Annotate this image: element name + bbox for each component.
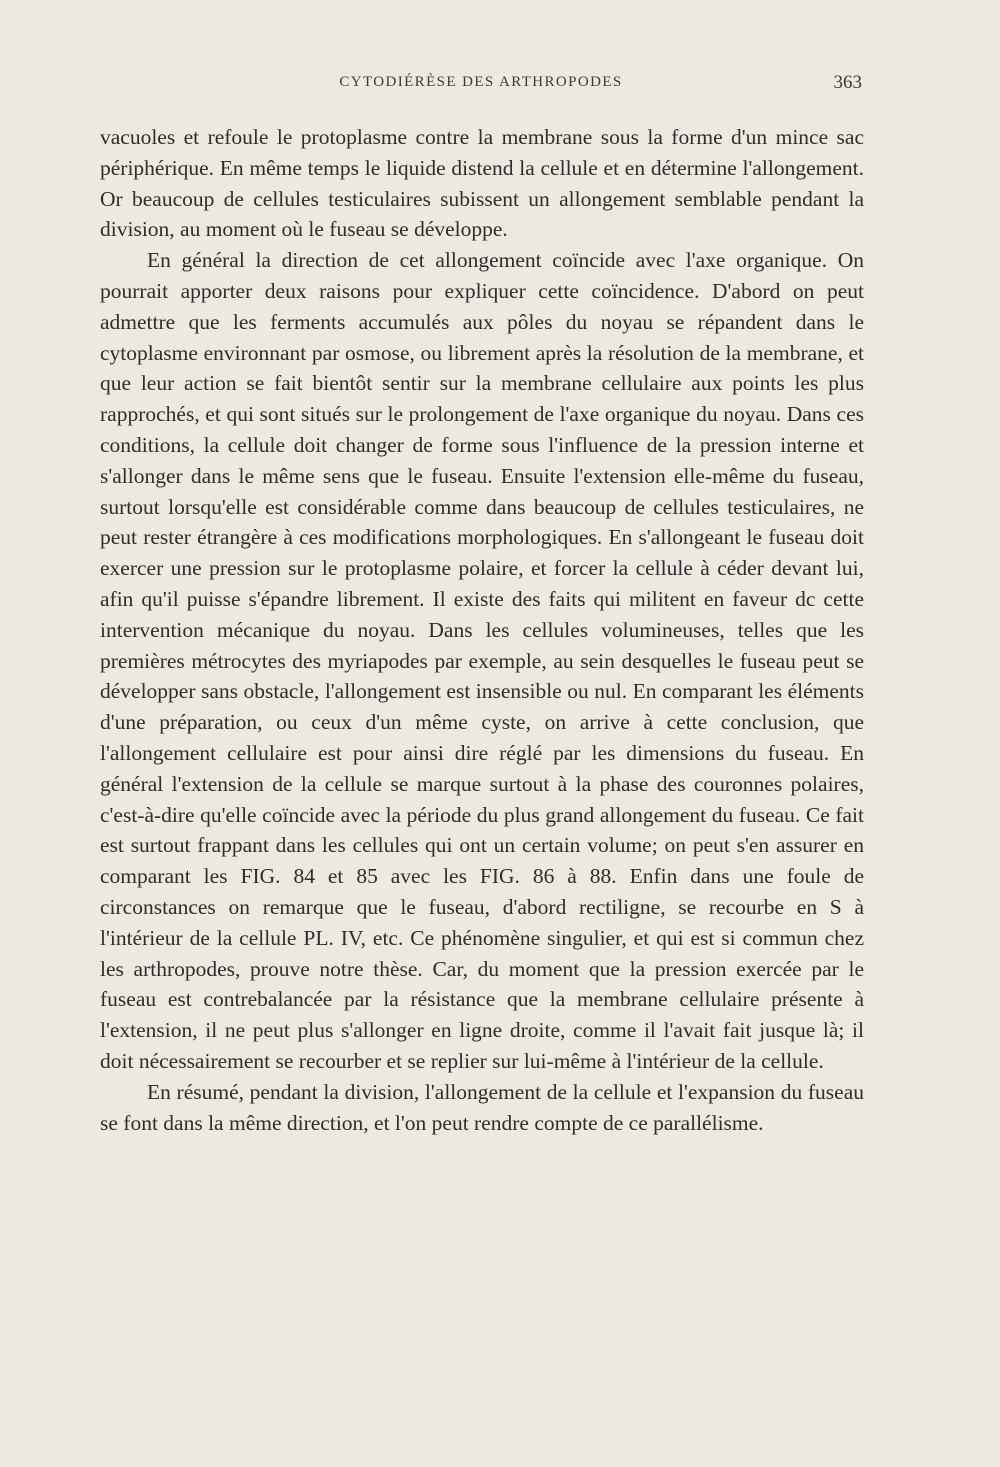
paragraph-1: vacuoles et refoule le protoplasme contre la membrane sous la forme d'un mince sac périphérique. En même temps le liquide distend la cellule et en détermine l'allongement. Or beaucoup de cellules testiculaires subissent un allongement semblable pendant la division, au moment où le fuseau se développe.	[100, 125, 864, 242]
running-title: CYTODIÉRÈSE DES ARTHROPODES	[339, 74, 623, 90]
paragraph-3: En résumé, pendant la division, l'allongement de la cellule et l'expansion du fuseau se font dans la même direction, et l'on peut rendre compte de ce parallélisme.	[100, 1079, 864, 1135]
page-number: 363	[833, 72, 862, 93]
paragraph-2: En général la direction de cet allongement coïncide avec l'axe organique. On pourrait apporter deux raisons pour expliquer cette coïncidence. D'abord on peut admettre que les ferments accumulés aux pôles du noyau se répandent dans le cytoplasme environnant par osmose, ou librement après la résolution de la membrane, et que leur action se fait bientôt sentir sur la membrane cellulaire aux points les plus rapprochés, et qui sont situés sur le prolongement de l'axe organique du noyau. Dans ces conditions, la cellule doit changer de forme sous l'influence de la pression interne et s'allonger dans le même sens que le fuseau. Ensuite l'extension elle-même du fuseau, surtout lorsqu'elle est considérable comme dans beaucoup de cellules testiculaires, ne peut rester étrangère à ces modifications morphologiques. En s'allongeant le fuseau doit exercer une pression sur le protoplasme polaire, et forcer la cellule à céder devant lui, afin qu'il puisse s'épandre librement. Il existe des faits qui militent en faveur dc cette intervention mécanique du noyau. Dans les cellules volumineuses, telles que les premières métrocytes des myriapodes par exemple, au sein desquelles le fuseau peut se développer sans obstacle, l'allongement est insensible ou nul. En comparant les éléments d'une préparation, ou ceux d'un même cyste, on arrive à cette conclusion, que l'allongement cellulaire est pour ainsi dire réglé par les dimensions du fuseau. En général l'extension de la cellule se marque surtout à la phase des couronnes polaires, c'est-à-dire qu'elle coïncide avec la période du plus grand allongement du fuseau. Ce fait est surtout frappant dans les cellules qui ont un certain volume; on peut s'en assurer en comparant les FIG. 84 et 85 avec les FIG. 86 à 88. Enfin dans une foule de circonstances on remarque que le fuseau, d'abord rectiligne, se recourbe en S à l'intérieur de la cellule PL. IV, etc. Ce phénomène singulier, et qui est si commun chez les arthropodes, prouve notre thèse. Car, du moment que la pression exercée par le fuseau est contrebalancée par la résistance que la membrane cellulaire présente à l'extension, il ne peut plus s'allonger en ligne droite, comme il l'avait fait jusque là; il doit nécessairement se recourber et se replier sur lui-même à l'intérieur de la cellule.	[100, 248, 864, 1073]
body-text	[100, 122, 864, 1138]
page-header	[100, 72, 862, 100]
